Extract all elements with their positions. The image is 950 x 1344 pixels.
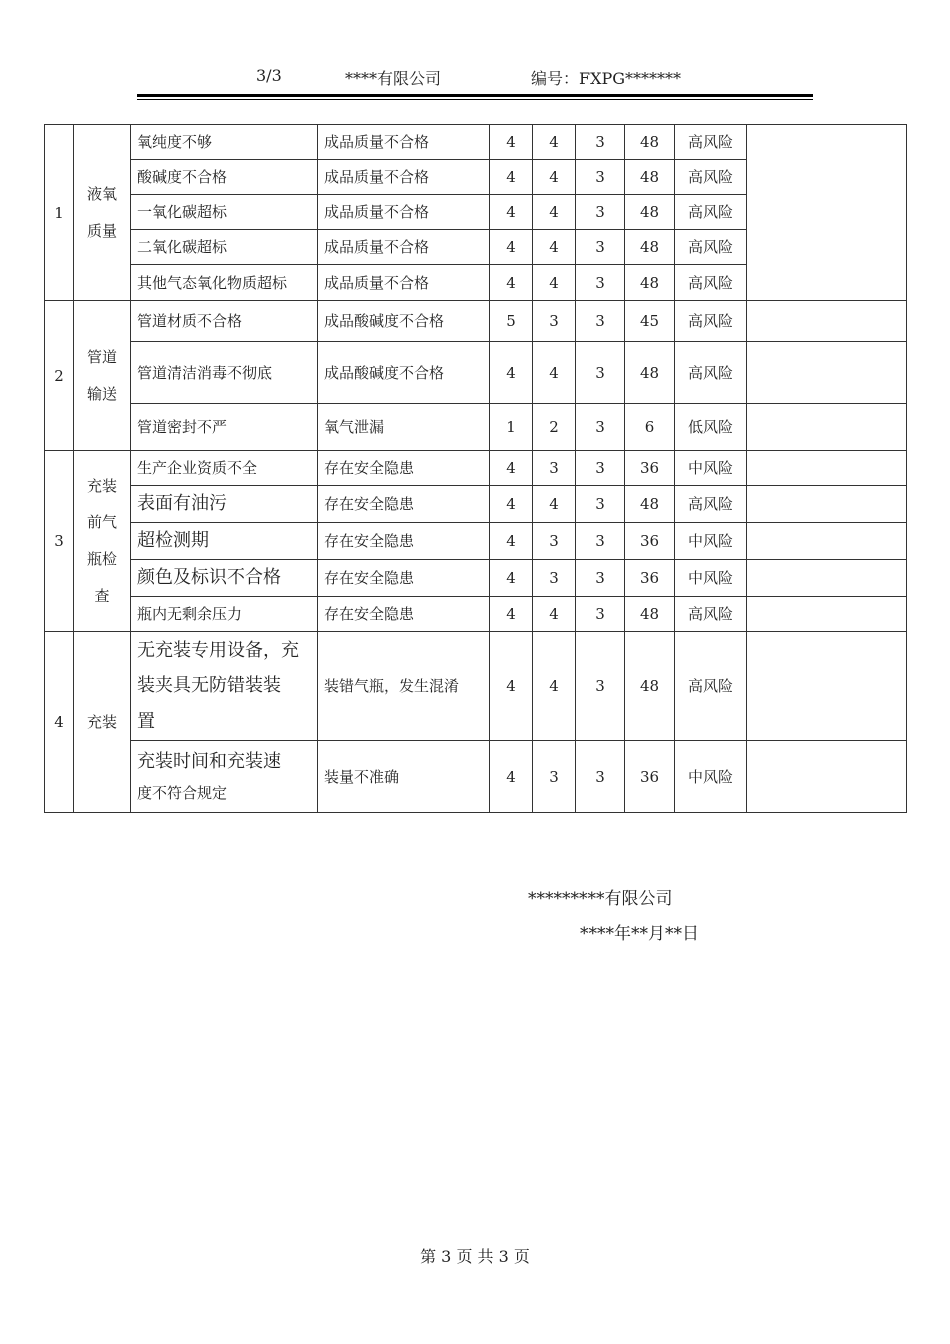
table-row [45, 632, 907, 741]
l-value-cell: 4 [490, 451, 533, 486]
header-company: ****有限公司 [345, 69, 442, 88]
note-cell [747, 632, 907, 741]
signature-date: ****年**月**日 [580, 924, 699, 944]
hazard-cell: 表面有油污 [131, 486, 318, 523]
hazard-cell: 管道材质不合格 [131, 301, 318, 342]
l-value-cell: 4 [490, 486, 533, 523]
d-value-cell: 36 [625, 523, 675, 560]
d-value-cell: 48 [625, 597, 675, 632]
d-value-cell: 48 [625, 632, 675, 741]
consequence-cell: 装量不准确 [318, 741, 490, 813]
hazard-cell: 生产企业资质不全 [131, 451, 318, 486]
d-value-cell: 48 [625, 195, 675, 230]
table-row [45, 523, 907, 560]
e-value-cell: 4 [533, 342, 576, 404]
hazard-cell: 超检测期 [131, 523, 318, 560]
group-number: 2 [45, 301, 74, 451]
l-value-cell: 4 [490, 265, 533, 301]
table-row [45, 342, 907, 404]
risk-level-cell: 高风险 [675, 125, 747, 160]
e-value-cell: 4 [533, 597, 576, 632]
c-value-cell: 3 [576, 342, 625, 404]
table-row [45, 301, 907, 342]
category-line: 前气 [86, 513, 117, 532]
l-value-cell: 4 [490, 230, 533, 265]
note-cell [747, 560, 907, 597]
d-value-cell: 6 [625, 404, 675, 451]
hazard-line: 装夹具无防错装装 [137, 675, 281, 697]
note-cell [747, 125, 907, 301]
hazard-line: 充装时间和充装速 [137, 751, 281, 773]
hazard-cell [131, 741, 318, 813]
c-value-cell: 3 [576, 632, 625, 741]
l-value-cell: 4 [490, 560, 533, 597]
risk-level-cell: 高风险 [675, 597, 747, 632]
hazard-cell: 二氧化碳超标 [131, 230, 318, 265]
table-row [45, 451, 907, 486]
l-value-cell: 4 [490, 632, 533, 741]
d-value-cell: 48 [625, 342, 675, 404]
c-value-cell: 3 [576, 486, 625, 523]
consequence-cell: 存在安全隐患 [318, 451, 490, 486]
risk-assessment-table [44, 124, 907, 813]
risk-level-cell: 中风险 [675, 523, 747, 560]
e-value-cell: 4 [533, 230, 576, 265]
d-value-cell: 36 [625, 451, 675, 486]
c-value-cell: 3 [576, 125, 625, 160]
category-line: 瓶检 [86, 550, 117, 568]
risk-level-cell: 高风险 [675, 195, 747, 230]
l-value-cell: 4 [490, 160, 533, 195]
c-value-cell: 3 [576, 560, 625, 597]
consequence-cell: 成品质量不合格 [318, 230, 490, 265]
consequence-cell: 成品质量不合格 [318, 160, 490, 195]
consequence-cell: 氧气泄漏 [318, 404, 490, 451]
c-value-cell: 3 [576, 301, 625, 342]
page-footer: 第 3 页 共 3 页 [420, 1247, 530, 1266]
hazard-cell: 一氧化碳超标 [131, 195, 318, 230]
d-value-cell: 36 [625, 741, 675, 813]
note-cell [747, 486, 907, 523]
e-value-cell: 4 [533, 265, 576, 301]
c-value-cell: 3 [576, 451, 625, 486]
c-value-cell: 3 [576, 230, 625, 265]
consequence-cell: 成品质量不合格 [318, 195, 490, 230]
signature-company: *********有限公司 [528, 889, 673, 909]
risk-level-cell: 高风险 [675, 632, 747, 741]
consequence-cell: 存在安全隐患 [318, 560, 490, 597]
category-line: 充装 [86, 476, 117, 495]
l-value-cell: 1 [490, 404, 533, 451]
note-cell [747, 342, 907, 404]
risk-level-cell: 低风险 [675, 404, 747, 451]
e-value-cell: 4 [533, 125, 576, 160]
note-cell [747, 451, 907, 486]
c-value-cell: 3 [576, 741, 625, 813]
risk-level-cell: 高风险 [675, 160, 747, 195]
table-row [45, 125, 907, 160]
d-value-cell: 45 [625, 301, 675, 342]
d-value-cell: 48 [625, 486, 675, 523]
l-value-cell: 5 [490, 301, 533, 342]
l-value-cell: 4 [490, 125, 533, 160]
hazard-cell [131, 632, 318, 741]
group-category [74, 632, 131, 813]
group-number: 3 [45, 451, 74, 632]
category-line: 输送 [86, 384, 117, 403]
e-value-cell: 4 [533, 160, 576, 195]
note-cell [747, 523, 907, 560]
hazard-cell: 颜色及标识不合格 [131, 560, 318, 597]
hazard-cell: 氧纯度不够 [131, 125, 318, 160]
risk-level-cell: 高风险 [675, 265, 747, 301]
category-line: 充装 [86, 713, 117, 731]
d-value-cell: 36 [625, 560, 675, 597]
hazard-cell: 管道清洁消毒不彻底 [131, 342, 318, 404]
group-category [74, 301, 131, 451]
header-thin-rule [137, 99, 813, 100]
e-value-cell: 3 [533, 451, 576, 486]
c-value-cell: 3 [576, 195, 625, 230]
risk-level-cell: 中风险 [675, 741, 747, 813]
d-value-cell: 48 [625, 125, 675, 160]
l-value-cell: 4 [490, 342, 533, 404]
group-number: 1 [45, 125, 74, 301]
table-row [45, 597, 907, 632]
risk-level-cell: 中风险 [675, 560, 747, 597]
group-category [74, 451, 131, 632]
risk-level-cell: 高风险 [675, 486, 747, 523]
group-category [74, 125, 131, 301]
e-value-cell: 3 [533, 560, 576, 597]
hazard-cell: 其他气态氧化物质超标 [131, 265, 318, 301]
l-value-cell: 4 [490, 523, 533, 560]
d-value-cell: 48 [625, 265, 675, 301]
e-value-cell: 3 [533, 523, 576, 560]
l-value-cell: 4 [490, 741, 533, 813]
hazard-cell: 酸碱度不合格 [131, 160, 318, 195]
c-value-cell: 3 [576, 597, 625, 632]
consequence-cell: 存在安全隐患 [318, 597, 490, 632]
risk-level-cell: 高风险 [675, 230, 747, 265]
d-value-cell: 48 [625, 160, 675, 195]
header-document-code: 编号：FXPG******* [531, 69, 682, 88]
hazard-cell: 瓶内无剩余压力 [131, 597, 318, 632]
risk-level-cell: 高风险 [675, 342, 747, 404]
risk-level-cell: 中风险 [675, 451, 747, 486]
consequence-cell: 存在安全隐患 [318, 486, 490, 523]
table-row [45, 560, 907, 597]
consequence-cell: 成品酸碱度不合格 [318, 342, 490, 404]
c-value-cell: 3 [576, 404, 625, 451]
consequence-cell: 成品质量不合格 [318, 125, 490, 160]
table-row [45, 741, 907, 813]
risk-level-cell: 高风险 [675, 301, 747, 342]
note-cell [747, 301, 907, 342]
category-line: 管道 [86, 347, 117, 366]
category-line: 质量 [86, 221, 117, 240]
c-value-cell: 3 [576, 160, 625, 195]
header-thick-rule [137, 94, 813, 97]
e-value-cell: 3 [533, 741, 576, 813]
e-value-cell: 3 [533, 301, 576, 342]
group-number: 4 [45, 632, 74, 813]
consequence-cell: 装错气瓶，发生混淆 [318, 632, 490, 741]
consequence-cell: 存在安全隐患 [318, 523, 490, 560]
d-value-cell: 48 [625, 230, 675, 265]
e-value-cell: 4 [533, 486, 576, 523]
hazard-line: 置 [137, 710, 155, 732]
c-value-cell: 3 [576, 265, 625, 301]
hazard-line: 无充装专用设备，充 [137, 640, 299, 662]
category-line: 查 [94, 586, 110, 605]
table-row [45, 486, 907, 523]
e-value-cell: 2 [533, 404, 576, 451]
e-value-cell: 4 [533, 632, 576, 741]
l-value-cell: 4 [490, 597, 533, 632]
c-value-cell: 3 [576, 523, 625, 560]
header-page-number: 3/3 [256, 66, 282, 85]
hazard-line: 度不符合规定 [137, 784, 228, 803]
consequence-cell: 成品质量不合格 [318, 265, 490, 301]
table-row [45, 404, 907, 451]
note-cell [747, 741, 907, 813]
e-value-cell: 4 [533, 195, 576, 230]
note-cell [747, 404, 907, 451]
hazard-cell: 管道密封不严 [131, 404, 318, 451]
note-cell [747, 597, 907, 632]
category-line: 液氧 [86, 184, 117, 203]
consequence-cell: 成品酸碱度不合格 [318, 301, 490, 342]
l-value-cell: 4 [490, 195, 533, 230]
